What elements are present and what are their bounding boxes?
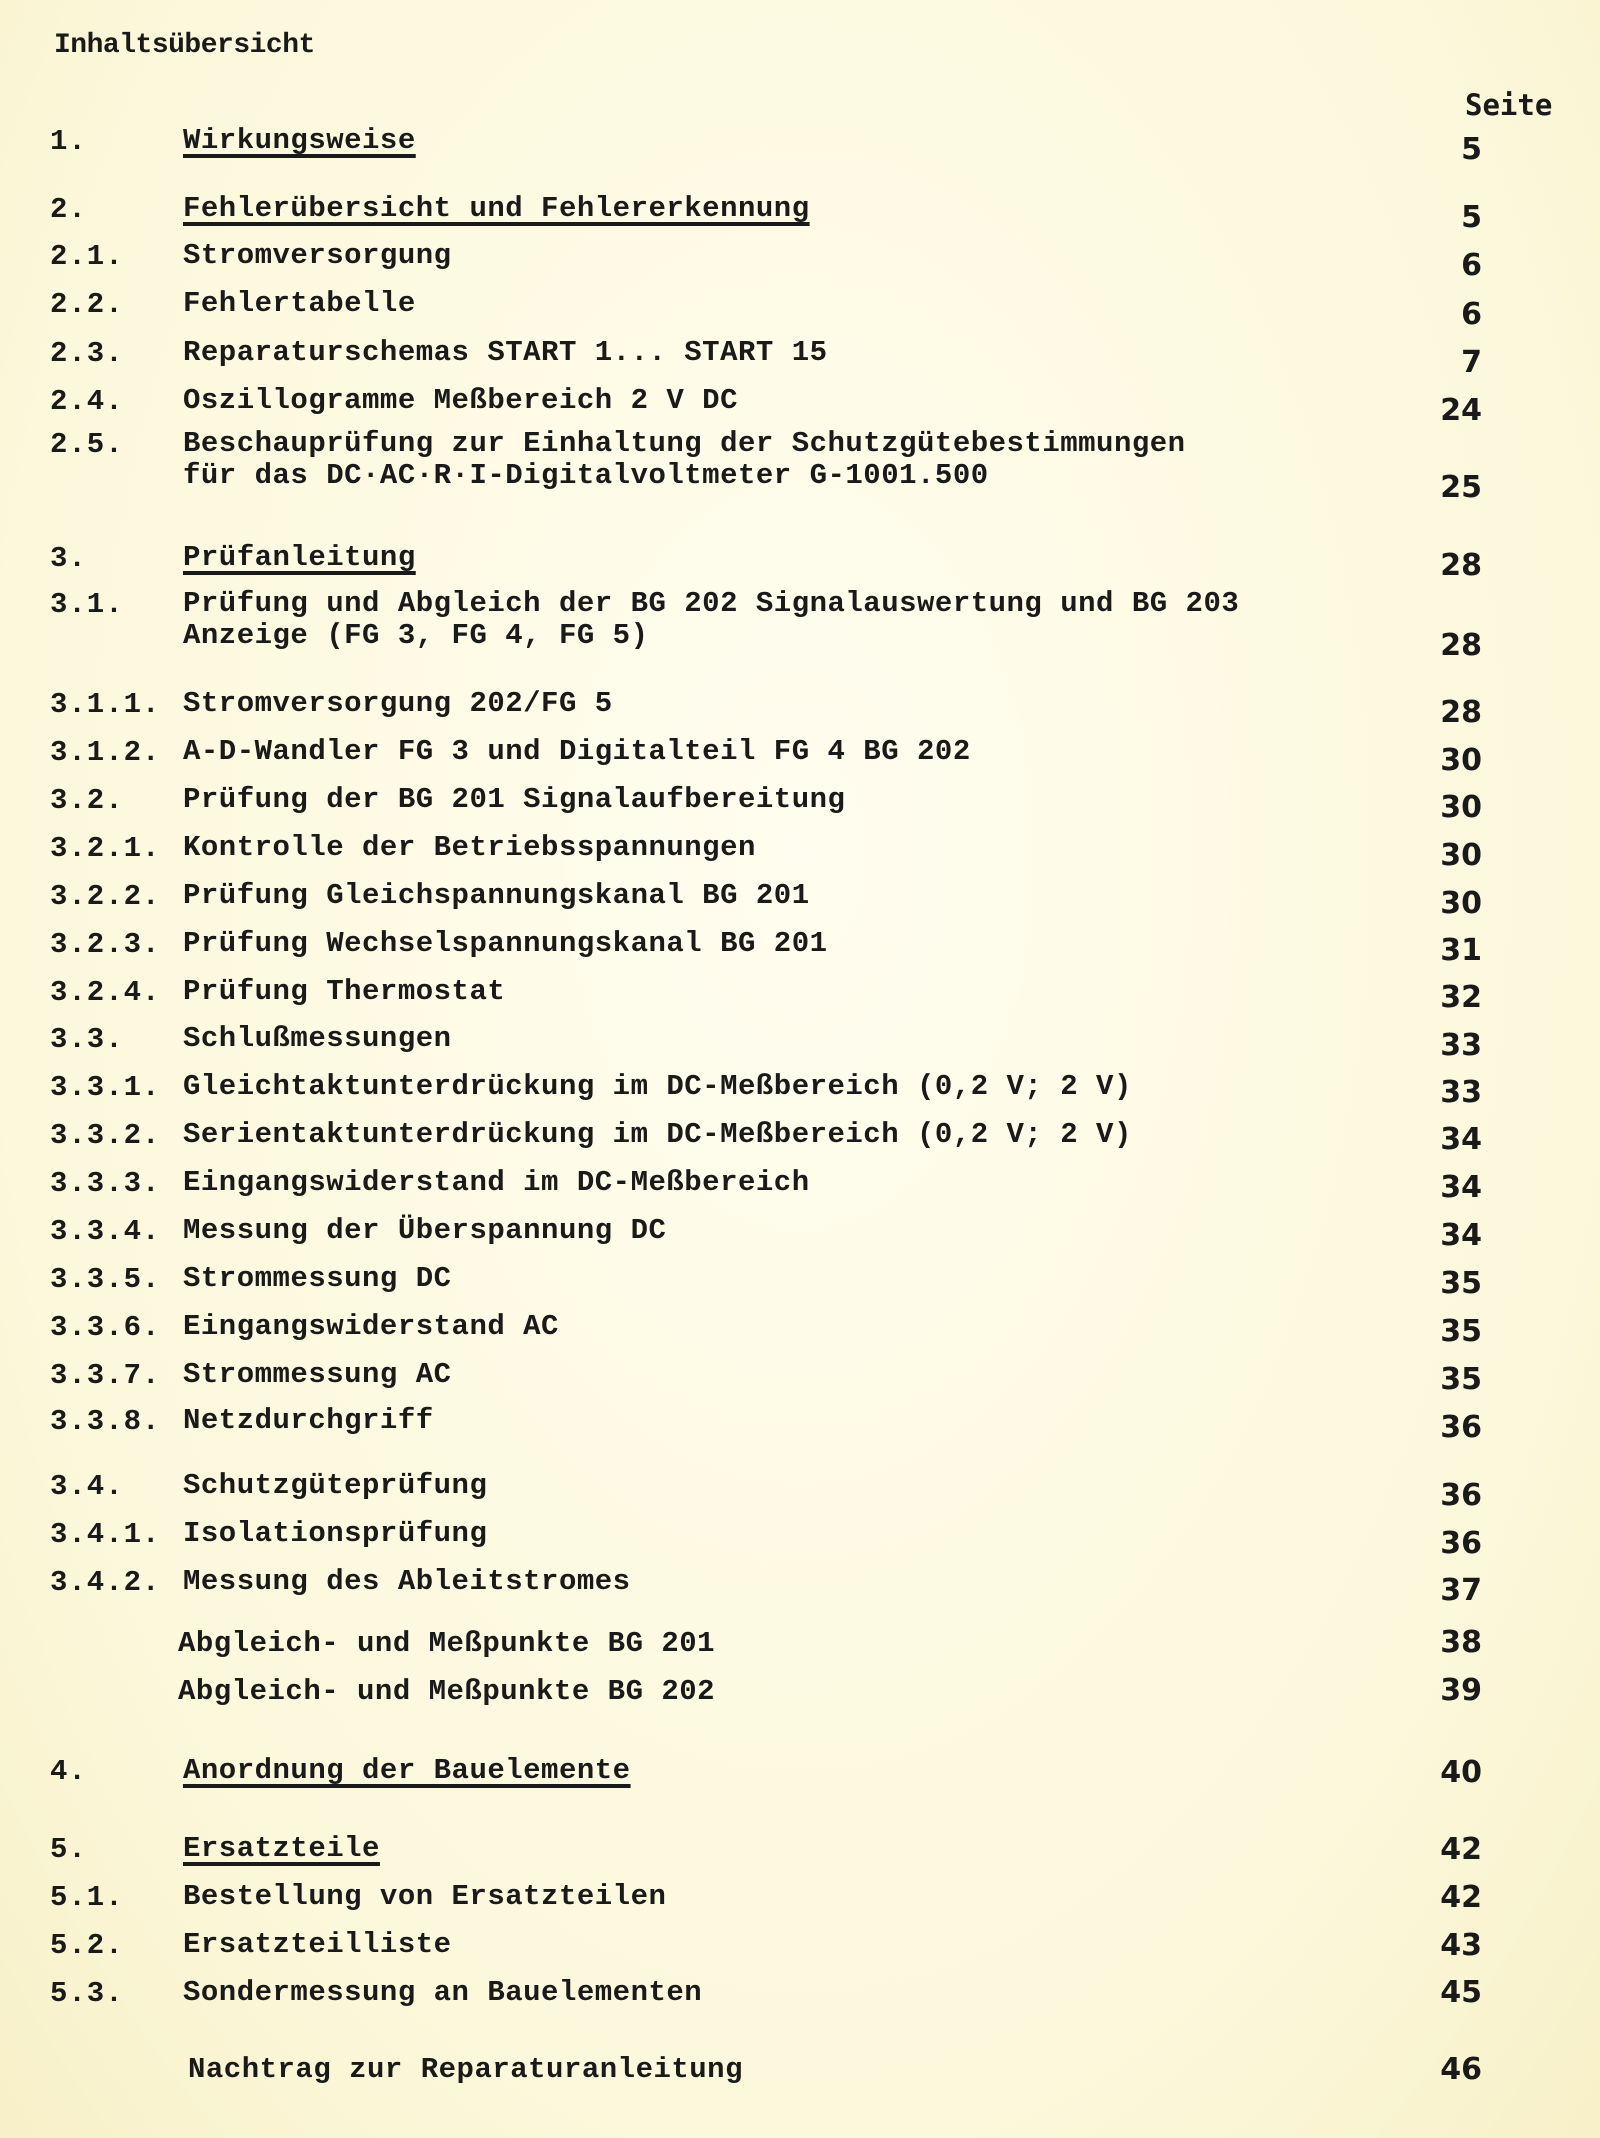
toc-entry-label: A-D-Wandler FG 3 und Digitalteil FG 4 BG 202 [183,735,971,768]
toc-entry-number: 3.4. [50,1470,124,1503]
toc-entry-label: Sondermessung an Bauelementen [183,1976,703,2009]
toc-entry-label: Strommessung AC [183,1358,452,1391]
toc-entry-number: 3.3.3. [50,1167,161,1200]
toc-entry-label: Beschauprüfung zur Einhaltung der Schutzgütebestimmungen für das DC·AC·R·I-Digitalvoltmeter G-1001.500 [183,427,1186,492]
toc-page-number: 31 [1440,933,1482,968]
toc-page-number: 30 [1440,790,1482,825]
toc-entry-number: 4. [50,1755,87,1788]
toc-entry-label: Prüfung der BG 201 Signalaufbereitung [183,783,846,816]
toc-entry-number: 3. [50,542,87,575]
toc-entry-label: Abgleich- und Meßpunkte BG 201 [178,1627,716,1660]
toc-page-number: 32 [1440,980,1482,1015]
toc-entry-label: Netzdurchgriff [183,1404,434,1437]
toc-page-number: 35 [1440,1362,1482,1397]
toc-page-number: 34 [1440,1170,1482,1205]
toc-page-number: 28 [1440,695,1482,730]
page-column-header: Seite [1465,88,1553,122]
toc-page-number: 38 [1440,1625,1482,1660]
toc-entry-number: 3.3.6. [50,1311,161,1344]
toc-entry-label: Gleichtaktunterdrückung im DC-Meßbereich (0,2 V; 2 V) [183,1070,1132,1103]
toc-entry-number: 1. [50,125,87,158]
toc-entry-label: Prüfung Wechselspannungskanal BG 201 [183,927,828,960]
toc-page-number: 25 [1440,470,1482,505]
toc-entry-label: Prüfung und Abgleich der BG 202 Signalauswertung und BG 203 Anzeige (FG 3, FG 4, FG 5) [183,587,1240,652]
toc-entry-label: Schlußmessungen [183,1022,452,1055]
toc-page-number: 30 [1440,743,1482,778]
toc-entry-label: Nachtrag zur Reparaturanleitung [188,2053,743,2086]
toc-entry-label: Stromversorgung [183,239,452,272]
page-title: Inhaltsübersicht [54,30,315,61]
toc-entry-number: 3.4.1. [50,1518,161,1551]
toc-entry-number: 3.2. [50,784,124,817]
toc-page-number: 35 [1440,1266,1482,1301]
toc-entry-label: Messung des Ableitstromes [183,1565,631,1598]
toc-entry-number: 2.2. [50,288,124,321]
toc-entry-number: 5.1. [50,1881,124,1914]
toc-page-number: 24 [1440,393,1482,428]
toc-page-number: 43 [1440,1928,1482,1963]
toc-entry-number: 3.3.5. [50,1263,161,1296]
toc-entry-label: Serientaktunterdrückung im DC-Meßbereich (0,2 V; 2 V) [183,1118,1132,1151]
toc-page-number: 30 [1440,886,1482,921]
toc-page-number: 42 [1440,1880,1482,1915]
toc-entry-label: Prüfung Gleichspannungskanal BG 201 [183,879,810,912]
toc-entry-number: 3.2.4. [50,976,161,1009]
toc-entry-number: 3.3.7. [50,1359,161,1392]
toc-page-number: 46 [1440,2052,1482,2087]
toc-entry-label: Fehlertabelle [183,287,416,320]
toc-entry-number: 3.2.3. [50,928,161,961]
toc-entry-label: Schutzgüteprüfung [183,1469,488,1502]
toc-page-number: 6 [1461,248,1482,283]
toc-page-number: 39 [1440,1673,1482,1708]
toc-entry-number: 2.1. [50,240,124,273]
toc-heading-label: Prüfanleitung [183,541,416,574]
toc-page-number: 7 [1461,345,1482,380]
toc-page-number: 5 [1461,200,1482,235]
toc-entry-label: Isolationsprüfung [183,1517,488,1550]
toc-entry-label: Strommessung DC [183,1262,452,1295]
toc-entry-number: 5.3. [50,1977,124,2010]
toc-page-number: 28 [1440,548,1482,583]
toc-heading-label: Anordnung der Bauelemente [183,1754,631,1787]
toc-page-number: 36 [1440,1410,1482,1445]
toc-entry-number: 3.3.4. [50,1215,161,1248]
toc-page-number: 5 [1461,132,1482,167]
toc-heading-label: Ersatzteile [183,1832,380,1865]
toc-entry-number: 5. [50,1833,87,1866]
toc-entry-label: Stromversorgung 202/FG 5 [183,687,613,720]
toc-entry-label: Ersatzteilliste [183,1928,452,1961]
toc-page-number: 36 [1440,1478,1482,1513]
toc-page-number: 40 [1440,1755,1482,1790]
toc-page-number: 34 [1440,1218,1482,1253]
toc-entry-label: Abgleich- und Meßpunkte BG 202 [178,1675,716,1708]
toc-entry-number: 2.3. [50,337,124,370]
toc-entry-number: 3.1.1. [50,688,161,721]
toc-page-number: 42 [1440,1832,1482,1867]
toc-page-number: 33 [1440,1028,1482,1063]
toc-page-number: 34 [1440,1122,1482,1157]
toc-entry-number: 3.2.1. [50,832,161,865]
toc-page-number: 33 [1440,1075,1482,1110]
toc-page-number: 6 [1461,297,1482,332]
toc-entry-number: 2.5. [50,428,124,461]
toc-entry-number: 2.4. [50,385,124,418]
toc-entry-label: Reparaturschemas START 1... START 15 [183,336,828,369]
toc-page-number: 30 [1440,838,1482,873]
toc-entry-number: 3.3.8. [50,1405,161,1438]
toc-heading-label: Fehlerübersicht und Fehlererkennung [183,192,810,225]
toc-page-number: 36 [1440,1526,1482,1561]
toc-entry-label: Eingangswiderstand im DC-Meßbereich [183,1166,810,1199]
toc-entry-number: 3.4.2. [50,1566,161,1599]
toc-entry-number: 3.3.1. [50,1071,161,1104]
toc-entry-label: Oszillogramme Meßbereich 2 V DC [183,384,738,417]
toc-entry-label: Kontrolle der Betriebsspannungen [183,831,756,864]
toc-entry-number: 3.1. [50,588,124,621]
toc-page-number: 37 [1440,1573,1482,1608]
toc-page-number: 35 [1440,1314,1482,1349]
toc-entry-label: Messung der Überspannung DC [183,1214,667,1247]
toc-entry-number: 3.3.2. [50,1119,161,1152]
toc-entry-label: Eingangswiderstand AC [183,1310,559,1343]
toc-entry-number: 3.3. [50,1023,124,1056]
toc-entry-number: 3.1.2. [50,736,161,769]
toc-entry-number: 5.2. [50,1929,124,1962]
toc-page-number: 28 [1440,628,1482,663]
toc-page-number: 45 [1440,1975,1482,2010]
toc-entry-number: 2. [50,193,87,226]
toc-entry-number: 3.2.2. [50,880,161,913]
toc-entry-label: Bestellung von Ersatzteilen [183,1880,667,1913]
toc-entry-label: Prüfung Thermostat [183,975,506,1008]
toc-heading-label: Wirkungsweise [183,124,416,157]
